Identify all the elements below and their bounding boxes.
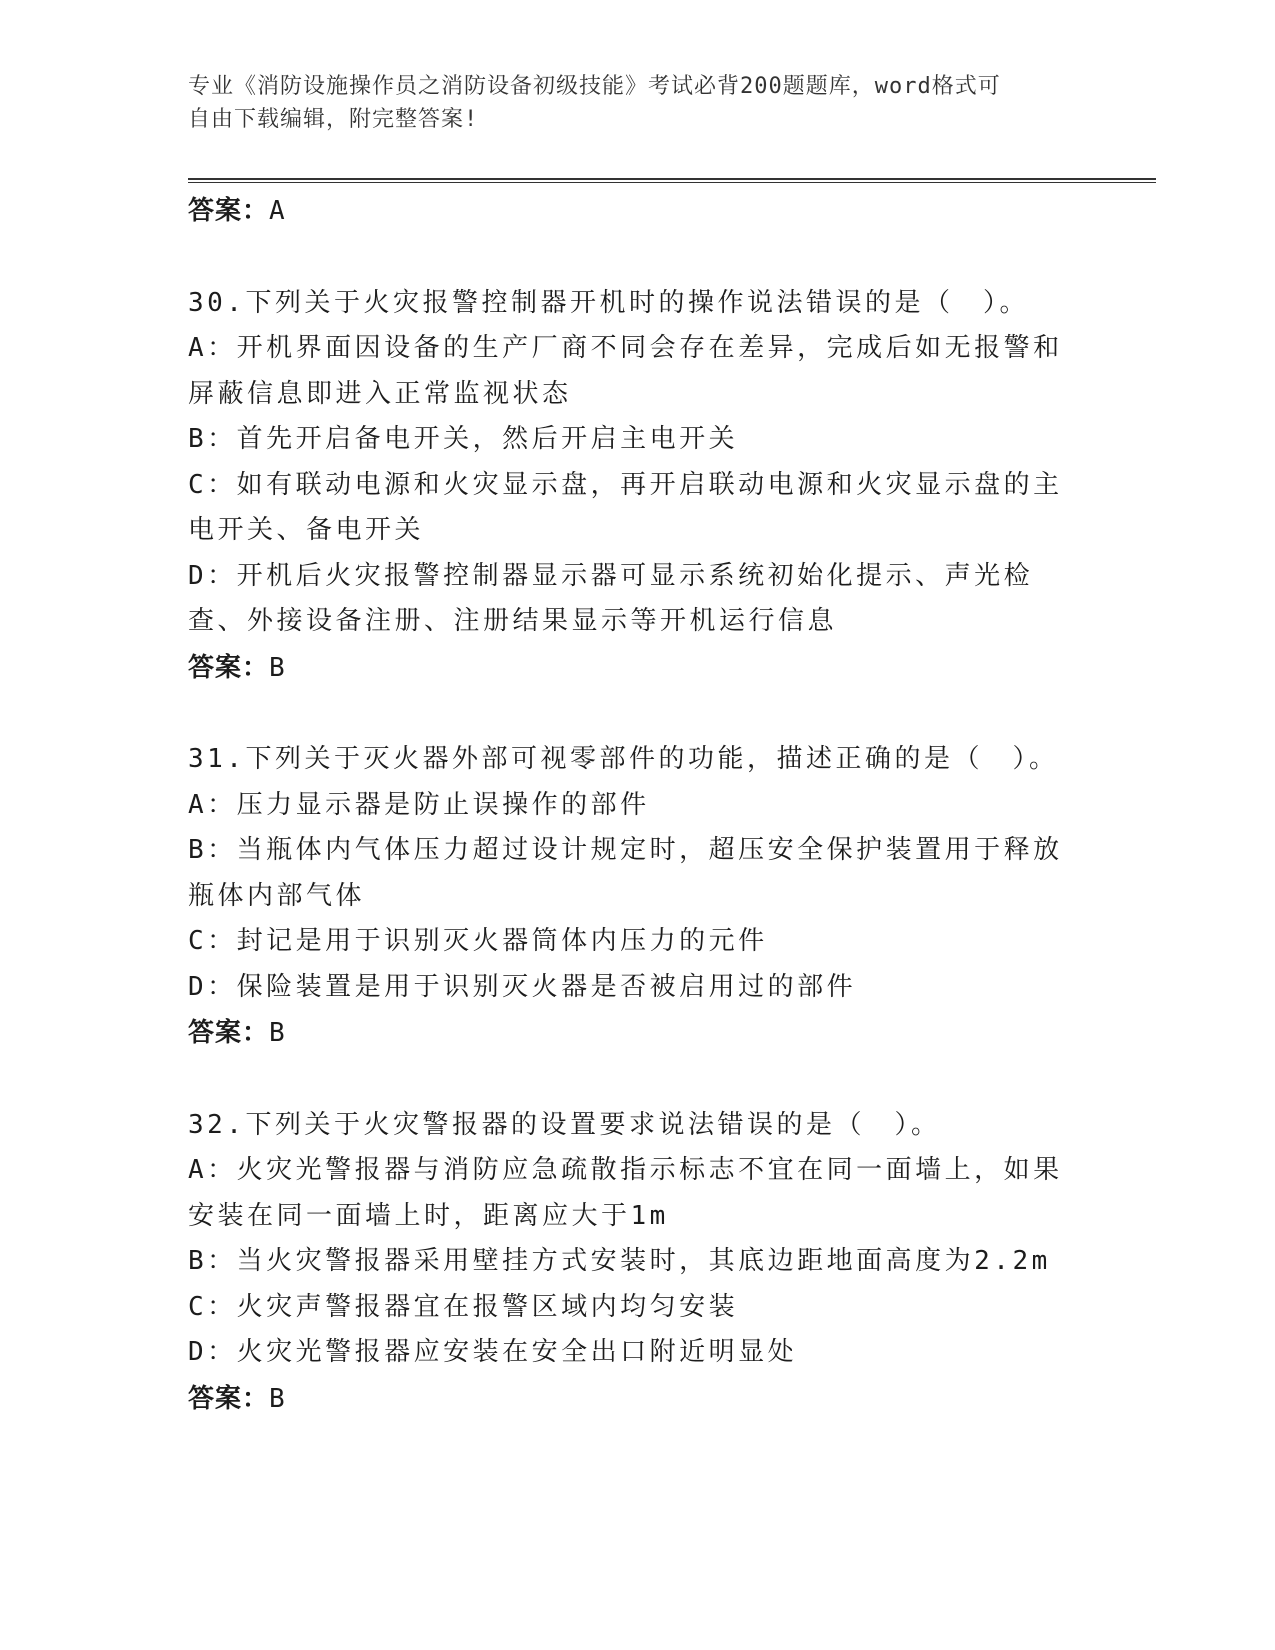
document-body: [188, 188, 1088, 1422]
header-line-2: 自由下载编辑，附完整答案!: [188, 107, 479, 132]
answer-label: 答案：: [188, 195, 270, 225]
option-b: B：当瓶体内气体压力超过设计规定时，超压安全保护装置用于释放瓶体内部气体: [188, 835, 1063, 911]
answer-label: 答案：: [188, 1017, 270, 1047]
answer-label: 答案：: [188, 651, 270, 682]
question-stem: 31.下列关于灭火器外部可视零部件的功能，描述正确的是（ ）。: [188, 744, 1059, 774]
answer-label: 答案：: [188, 1382, 270, 1413]
question-stem: 30.下列关于火灾报警控制器开机时的操作说法错误的是（ ）。: [188, 287, 1029, 318]
option-d: D：火灾光警报器应安装在安全出口附近明显处: [188, 1337, 798, 1367]
answer-line: [188, 1010, 1088, 1057]
option-a: A：火灾光警报器与消防应急疏散指示标志不宜在同一面墙上，如果安装在同一面墙上时，距离应大于1m: [188, 1155, 1063, 1231]
option-c: C：火灾声警报器宜在报警区域内均匀安装: [188, 1291, 739, 1322]
answer-value: B: [269, 1018, 289, 1048]
option-b: B：当火灾警报器采用壁挂方式安装时，其底边距地面高度为2.2m: [188, 1246, 1051, 1276]
option-b: B：首先开启备电开关，然后开启主电开关: [188, 424, 739, 454]
answer-line: [188, 1376, 1088, 1423]
document-header: [188, 70, 1068, 136]
answer-value: A: [269, 196, 289, 226]
option-a: A：压力显示器是防止误操作的部件: [188, 789, 650, 820]
option-a: A：开机界面因设备的生产厂商不同会存在差异，完成后如无报警和屏蔽信息即进入正常监视状态: [188, 333, 1063, 409]
question-stem: 32.下列关于火灾警报器的设置要求说法错误的是（ ）。: [188, 1109, 941, 1140]
question-30: [188, 281, 1088, 692]
option-c: C：如有联动电源和火灾显示盘，再开启联动电源和火灾显示盘的主电开关、备电开关: [188, 469, 1063, 545]
option-d: D：开机后火灾报警控制器显示器可显示系统初始化提示、声光检查、外接设备注册、注册结果显示等开机运行信息: [188, 560, 1034, 636]
answer-value: B: [269, 1383, 289, 1414]
header-divider: [188, 178, 1156, 183]
option-d: D：保险装置是用于识别灭火器是否被启用过的部件: [188, 971, 857, 1002]
question-31: [188, 737, 1088, 1057]
answer-line: [188, 645, 1088, 692]
option-c: C：封记是用于识别灭火器筒体内压力的元件: [188, 926, 768, 956]
question-32: [188, 1103, 1088, 1423]
answer-value: B: [269, 652, 289, 683]
header-line-1: 专业《消防设施操作员之消防设备初级技能》考试必背200题题库，word格式可: [188, 74, 1001, 99]
answer-line: [188, 188, 1088, 235]
